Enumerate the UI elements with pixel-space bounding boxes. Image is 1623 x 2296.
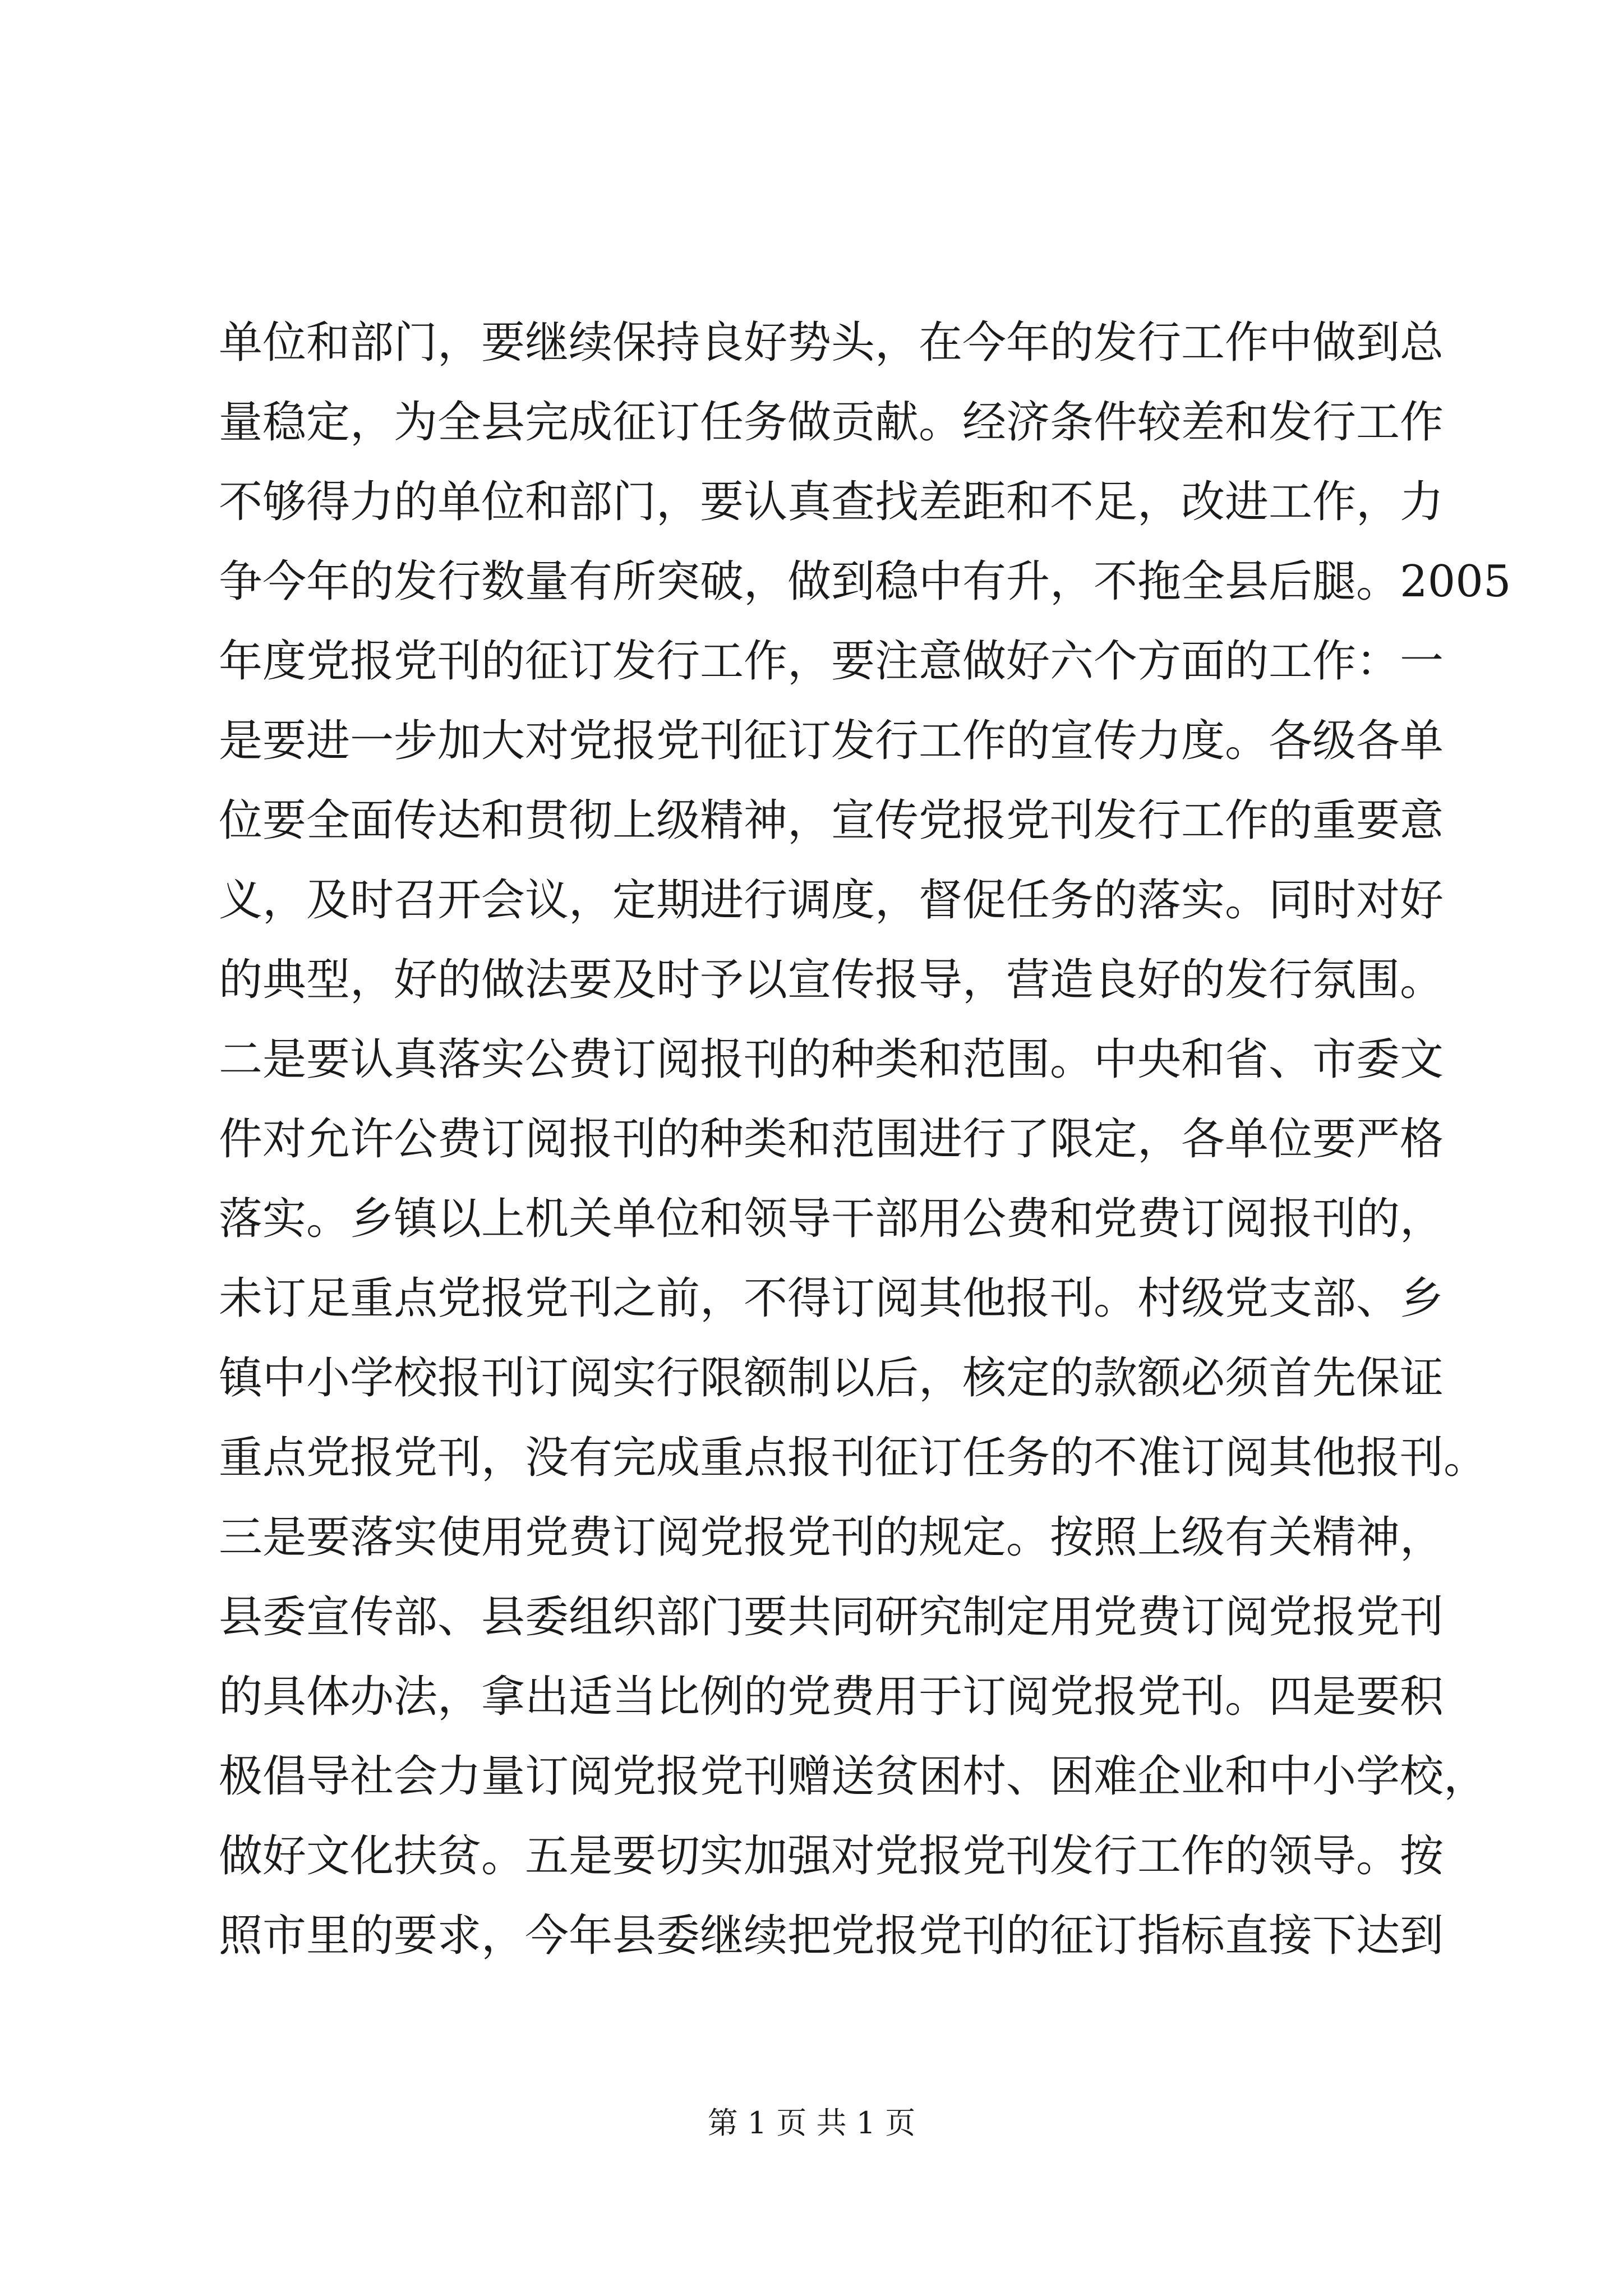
text-line: 镇中小学校报刊订阅实行限额制以后，核定的款额必须首先保证 [219, 1353, 1444, 1404]
text-line: 二是要认真落实公费订阅报刊的种类和范围。中央和省、市委文 [219, 1034, 1444, 1085]
text-line: 做好文化扶贫。五是要切实加强对党报党刊发行工作的领导。按 [219, 1831, 1444, 1881]
text-line: 极倡导社会力量订阅党报党刊赠送贫困村、困难企业和中小学校， [219, 1751, 1488, 1802]
text-line: 位要全面传达和贯彻上级精神，宣传党报党刊发行工作的重要意 [219, 795, 1444, 846]
text-line: 县委宣传部、县委组织部门要共同研究制定用党费订阅党报党刊 [219, 1592, 1444, 1642]
text-line: 不够得力的单位和部门，要认真查找差距和不足，改进工作，力 [219, 477, 1444, 527]
text-line: 落实。乡镇以上机关单位和领导干部用公费和党费订阅报刊的， [219, 1194, 1444, 1244]
text-line: 未订足重点党报党刊之前，不得订阅其他报刊。村级党支部、乡 [219, 1273, 1444, 1324]
text-line: 照市里的要求，今年县委继续把党报党刊的征订指标直接下达到 [219, 1911, 1444, 1961]
text-line: 的具体办法，拿出适当比例的党费用于订阅党报党刊。四是要积 [219, 1672, 1444, 1722]
body-paragraph [219, 303, 1511, 1976]
text-line: 件对允许公费订阅报刊的种类和范围进行了限定，各单位要严格 [219, 1114, 1444, 1165]
text-line: 年度党报党刊的征订发行工作，要注意做好六个方面的工作：一 [219, 636, 1444, 687]
text-line: 重点党报党刊，没有完成重点报刊征订任务的不准订阅其他报刊。 [219, 1433, 1488, 1483]
text-line: 是要进一步加大对党报党刊征订发行工作的宣传力度。各级各单 [219, 716, 1444, 766]
text-line: 单位和部门，要继续保持良好势头，在今年的发行工作中做到总 [219, 318, 1444, 368]
text-line: 争今年的发行数量有所突破，做到稳中有升，不拖全县后腿。2005 [219, 556, 1511, 607]
text-line: 量稳定，为全县完成征订任务做贡献。经济条件较差和发行工作 [219, 397, 1444, 448]
text-line: 义，及时召开会议，定期进行调度，督促任务的落实。同时对好 [219, 875, 1444, 926]
text-line: 三是要落实使用党费订阅党报党刊的规定。按照上级有关精神， [219, 1512, 1444, 1563]
page-footer: 第 1 页 共 1 页 [707, 2105, 916, 2141]
text-line: 的典型，好的做法要及时予以宣传报导，营造良好的发行氛围。 [219, 955, 1444, 1005]
